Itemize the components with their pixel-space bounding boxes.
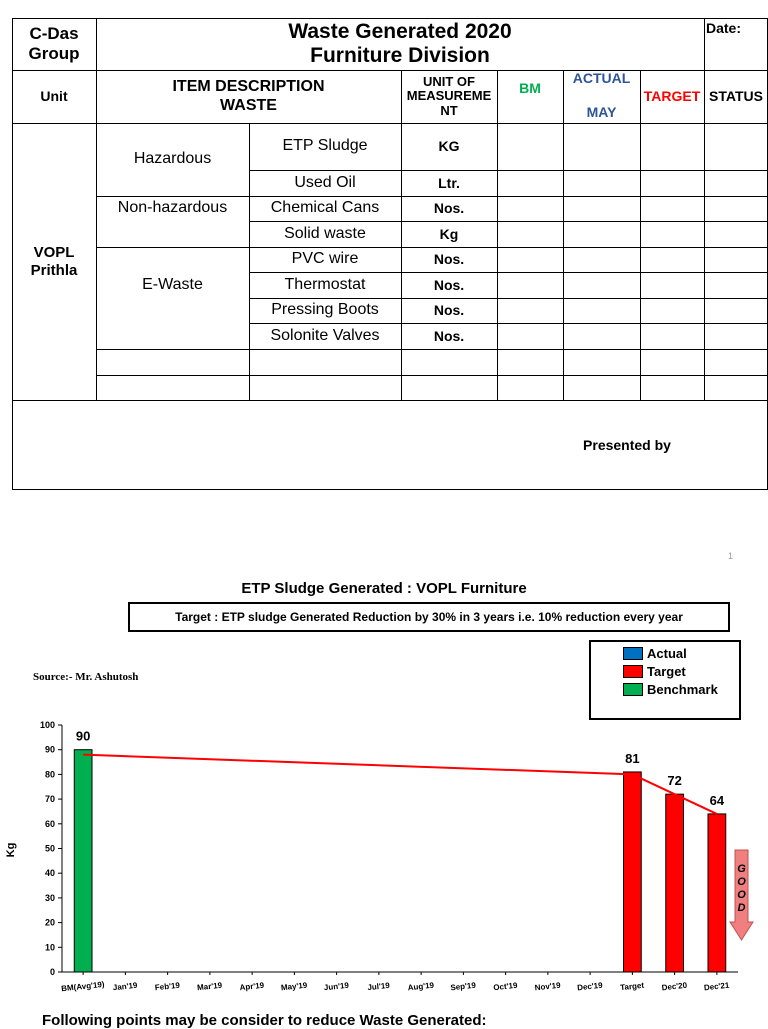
report-title <box>96 18 704 70</box>
waste-report-table <box>12 18 768 490</box>
item-description: Solid waste <box>284 224 366 242</box>
data-label: 81 <box>625 750 640 766</box>
y-tick-label: 70 <box>44 794 55 805</box>
date-label: Date: <box>706 19 742 36</box>
y-tick-label: 80 <box>44 769 55 780</box>
item-description: Chemical Cans <box>270 199 380 217</box>
page-number: 1 <box>728 551 734 561</box>
footer-note: Following points may be consider to reduce Waste Generated: <box>42 1012 487 1029</box>
data-label: 90 <box>75 728 91 744</box>
item-uom: KG <box>438 138 460 155</box>
y-tick-label: 0 <box>49 967 55 977</box>
x-tick-label: Dec'21 <box>703 980 730 993</box>
etp-sludge-chart <box>0 700 768 1005</box>
item-description: Pressing Boots <box>271 301 379 319</box>
bars <box>74 750 725 972</box>
good-letter: G <box>737 863 746 875</box>
item-uom: Nos. <box>433 327 465 344</box>
legend-label: Benchmark <box>647 682 718 697</box>
report-title-line2: Furniture Division <box>310 44 490 67</box>
legend-swatch <box>623 683 643 696</box>
item-uom: Nos. <box>433 251 465 268</box>
y-tick-label: 10 <box>44 942 55 953</box>
trend-line-path <box>83 755 717 814</box>
x-tick-label: Jan'19 <box>112 980 138 993</box>
header-unit-of-measurement: UNIT OF MEASUREME NT <box>406 74 492 118</box>
unit-name: VOPL Prithla <box>30 244 78 279</box>
x-tick-label: Jul'19 <box>367 980 391 993</box>
bar-target <box>708 814 726 972</box>
x-tick-label: Oct'19 <box>492 980 518 993</box>
item-uom: Kg <box>439 225 459 242</box>
x-tick-label: Dec'19 <box>576 980 604 993</box>
good-letter: D <box>737 902 746 914</box>
legend-swatch <box>623 647 643 660</box>
y-tick-label: 40 <box>44 868 55 879</box>
group-name: C-Das Group <box>28 24 80 63</box>
x-tick-label: Dec'20 <box>661 980 688 993</box>
y-tick-label: 50 <box>44 843 55 854</box>
source-note: Source:- Mr. Ashutosh <box>33 671 139 683</box>
y-tick-label: 60 <box>44 818 55 829</box>
presented-by: Presented by <box>583 436 671 453</box>
x-tick-label: BM(Avg'19) <box>60 979 105 994</box>
good-letter: O <box>737 889 746 901</box>
header-actual-month: MAY <box>586 103 617 120</box>
y-axis-label: Kg <box>5 842 17 858</box>
x-tick-label: Target <box>619 980 645 993</box>
x-tick-label: May'19 <box>280 980 308 993</box>
bar-benchmark <box>74 750 92 972</box>
item-uom: Nos. <box>433 302 465 319</box>
x-tick-label: Jun'19 <box>323 980 350 993</box>
chart-title: ETP Sludge Generated : VOPL Furniture <box>241 580 527 597</box>
legend-label: Actual <box>647 646 687 661</box>
item-description: Used Oil <box>294 173 356 191</box>
y-tick-label: 100 <box>39 720 55 730</box>
header-actual: ACTUAL <box>572 70 631 86</box>
item-description: Thermostat <box>284 275 366 293</box>
legend-item-target <box>623 664 686 679</box>
item-uom: Ltr. <box>438 174 460 191</box>
legend-item-actual <box>623 646 687 661</box>
item-description: ETP Sludge <box>282 137 368 155</box>
item-uom: Nos. <box>433 276 465 293</box>
trend-line <box>83 755 717 814</box>
table-line <box>497 70 498 400</box>
x-tick-label: Nov'19 <box>534 980 561 993</box>
y-tick-label: 90 <box>44 744 55 755</box>
category-non-hazardous: Non-hazardous <box>117 199 228 217</box>
table-line <box>96 375 768 376</box>
good-arrow-icon <box>730 850 753 940</box>
legend-item-benchmark <box>623 682 718 697</box>
header-item-description: ITEM DESCRIPTION WASTE <box>172 78 325 114</box>
report-title-line1: Waste Generated 2020 <box>288 19 512 43</box>
good-letter: O <box>737 876 746 888</box>
x-axis <box>61 972 738 993</box>
x-tick-label: Sep'19 <box>449 980 477 993</box>
legend-swatch <box>623 665 643 678</box>
x-tick-label: Apr'19 <box>239 980 265 993</box>
category-e-waste: E-Waste <box>142 275 203 293</box>
table-line <box>96 349 768 350</box>
category-hazardous: Hazardous <box>133 150 212 168</box>
header-unit: Unit <box>40 88 68 105</box>
header-bm: BM <box>519 79 541 96</box>
item-description: Solonite Valves <box>270 326 380 344</box>
header-status: STATUS <box>709 88 763 105</box>
header-target: TARGET <box>643 88 701 105</box>
x-tick-label: Feb'19 <box>154 980 181 993</box>
item-description: PVC wire <box>291 250 359 268</box>
x-tick-label: Mar'19 <box>196 980 223 993</box>
y-axis <box>40 720 62 977</box>
data-label: 64 <box>709 792 725 808</box>
y-tick-label: 30 <box>44 892 55 903</box>
data-label: 72 <box>667 773 682 789</box>
x-tick-label: Aug'19 <box>407 980 435 993</box>
y-tick-label: 20 <box>44 917 55 928</box>
table-line <box>12 400 768 401</box>
bar-target <box>666 794 684 972</box>
bar-target <box>624 772 642 972</box>
legend-label: Target <box>647 664 686 679</box>
target-statement: Target : ETP sludge Generated Reduction by 30% in 3 years i.e. 10% reduction every year <box>128 602 730 632</box>
item-uom: Nos. <box>433 200 465 217</box>
